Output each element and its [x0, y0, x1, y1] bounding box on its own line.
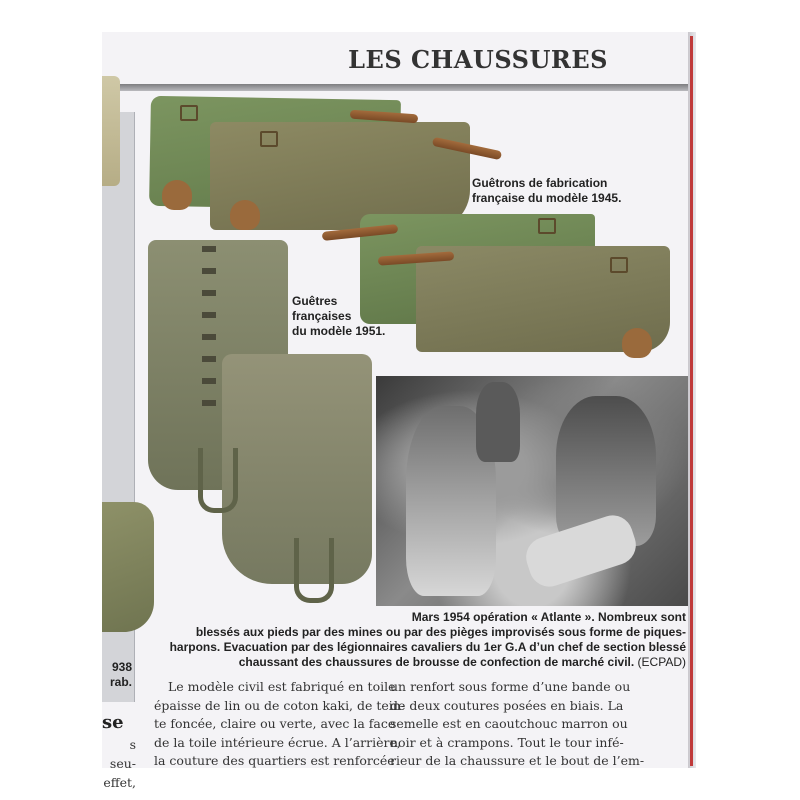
body-line: épaisse de lin ou de coton kaki, de tein-: [154, 697, 406, 713]
section-title: LES CHAUSSURES: [348, 45, 608, 74]
photo-caption: [154, 610, 686, 670]
stirrup-strap: [198, 448, 238, 513]
body-line: semelle est en caoutchouc marron ou: [390, 716, 628, 731]
photo-caption-line: harpons. Evacuation par des légionnaires cavaliers du 1er G.A d’un chef de section blessé: [169, 640, 686, 654]
body-line: noir et à crampons. Tout le tour infé-: [390, 734, 624, 750]
evacuation-photo: [376, 376, 688, 606]
header-rule: [102, 84, 694, 91]
stirrup-strap: [294, 538, 334, 603]
caption-line: Guêtres: [292, 294, 338, 308]
caption-line: Guêtrons de fabrication: [472, 176, 608, 190]
magazine-page: [102, 32, 694, 790]
buckle-icon: [260, 131, 278, 147]
left-strap-photo: [102, 76, 120, 186]
left-text-line: effet,: [103, 775, 136, 790]
buckle-icon: [610, 257, 628, 273]
left-partial-caption: [102, 660, 132, 690]
left-caption-line: 938: [111, 660, 132, 674]
body-line: te foncée, claire ou verte, avec la face: [154, 716, 396, 731]
body-line: de deux coutures posées en biais. La: [390, 697, 624, 713]
leather-tab: [622, 328, 652, 358]
left-heading-partial: se: [102, 712, 124, 733]
body-line: rieur de la chaussure et le bout de l’em-: [390, 753, 645, 768]
caption-guetres-1951: [292, 294, 387, 339]
leather-tab: [230, 200, 260, 230]
left-caption-line: rab.: [109, 675, 132, 689]
body-line: un renfort sous forme d’une bande ou: [390, 679, 631, 694]
body-line: Le modèle civil est fabriqué en toile: [168, 679, 396, 694]
photo-caption-line: [154, 655, 686, 670]
body-line: la couture des quartiers est renforcée: [154, 753, 395, 768]
body-line: de la toile intérieure écrue. A l’arrière,: [154, 734, 401, 750]
buckle-icon: [180, 105, 198, 121]
left-text-line: s seu-: [109, 737, 136, 771]
soldier-figure: [476, 382, 520, 462]
lacing-hooks: [202, 246, 216, 416]
page-red-edge: [690, 36, 693, 766]
photo-caption-line: blessés aux pieds par des mines ou par des pièges improvisés sous forme de piques-: [195, 625, 686, 639]
caption-line: françaises: [292, 309, 352, 323]
photo-caption-line: Mars 1954 opération « Atlante ». Nombreux sont: [411, 610, 686, 624]
caption-line: du modèle 1951.: [292, 324, 386, 338]
body-column-2: [390, 678, 645, 771]
caption-guetrons-1945: [472, 176, 672, 206]
leather-tab: [162, 180, 192, 210]
photo-caption-text: chaussant des chaussures de brousse de confection de marché civil.: [238, 655, 635, 669]
body-column-1: [154, 678, 406, 771]
caption-line: française du modèle 1945.: [472, 191, 622, 205]
buckle-icon: [538, 218, 556, 234]
left-gaiter-photo: [102, 502, 154, 632]
photo-credit: (ECPAD): [637, 655, 686, 669]
left-column-text: [102, 735, 136, 792]
